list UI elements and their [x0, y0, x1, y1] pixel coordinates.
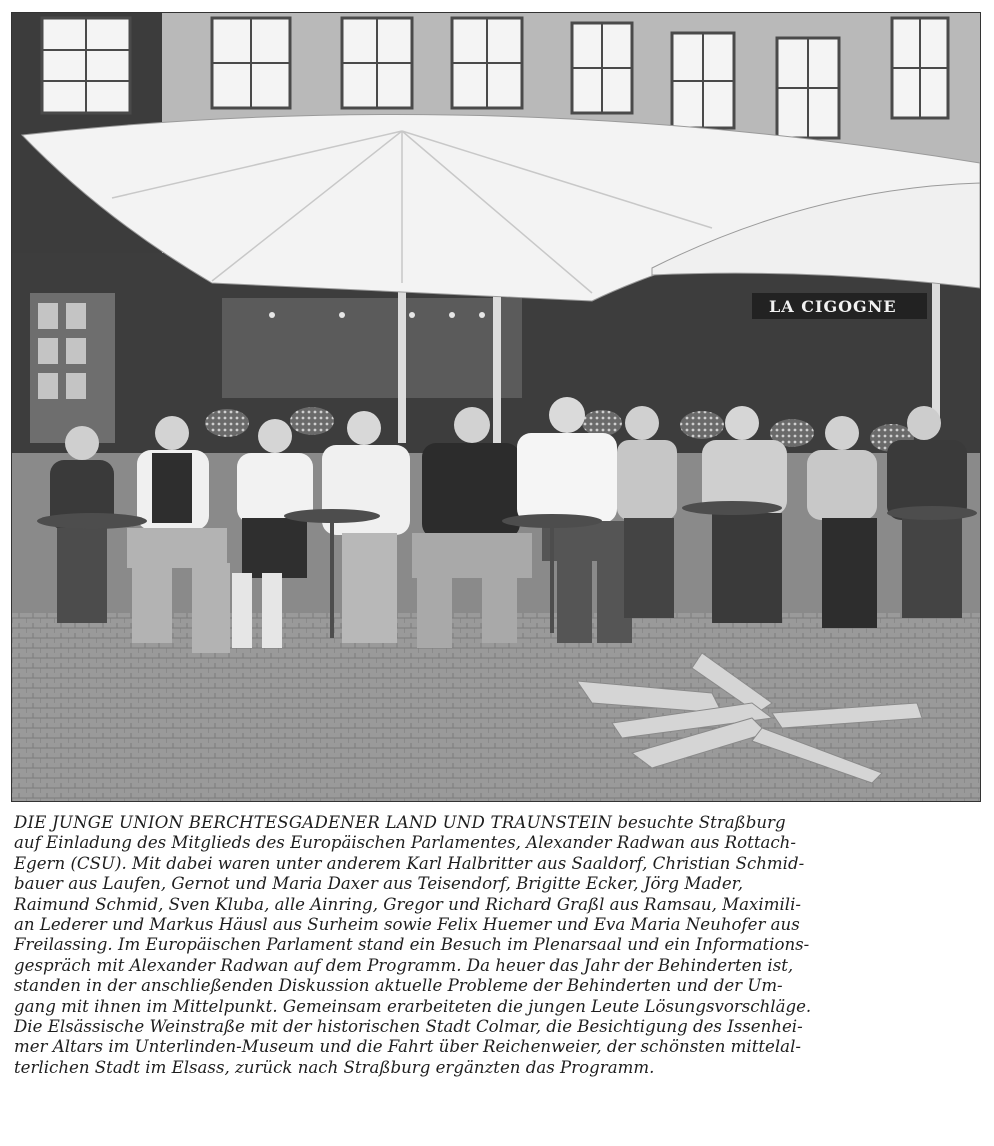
caption-line: standen in der anschließenden Diskussion aktuelle Probleme der Behinderten und der Um- — [14, 976, 783, 996]
caption-line: terlichen Stadt im Elsass, zurück nach Straßburg ergänzten das Programm. — [14, 1057, 655, 1077]
caption-line: auf Einladung des Mitglieds des Europäischen Parlamentes, Alexander Radwan aus Rottach- — [14, 833, 796, 853]
caption-line: mer Altars im Unterlinden-Museum und die Fahrt über Reichenweier, der schönsten mittelal- — [14, 1037, 801, 1057]
caption-line-1 — [14, 813, 980, 833]
caption-line: an Lederer und Markus Häusl aus Surheim sowie Felix Huemer und Eva Maria Neuhofer aus — [14, 915, 800, 935]
caption-line: bauer aus Laufen, Gernot und Maria Daxer aus Teisendorf, Brigitte Ecker, Jörg Mader, — [14, 874, 744, 894]
caption-line: Freilassing. Im Europäischen Parlament stand ein Besuch im Plenarsaal und ein Informations- — [14, 935, 810, 955]
caption-line: gang mit ihnen im Mittelpunkt. Gemeinsam erarbeiteten die jungen Leute Lösungsvorschläge. — [14, 996, 812, 1016]
caption-line: Raimund Schmid, Sven Kluba, alle Ainring, Gregor und Richard Graßl aus Ramsau, Maximili- — [14, 894, 801, 914]
caption-line: Egern (CSU). Mit dabei waren unter anderem Karl Halbritter aus Saaldorf, Christian Schmid- — [14, 853, 805, 873]
photo-caption — [14, 813, 980, 1078]
caption-line: gespräch mit Alexander Radwan auf dem Programm. Da heuer das Jahr der Behinderten ist, — [14, 955, 794, 975]
caption-line-1-rest: besuchte Straßburg — [612, 813, 786, 832]
photo-illustration — [12, 13, 980, 801]
news-photo — [11, 12, 981, 802]
cafe-sign: LA CIGOGNE — [769, 297, 897, 316]
caption-line: Die Elsässische Weinstraße mit der historischen Stadt Colmar, die Besichtigung des Issenhei- — [14, 1017, 803, 1037]
caption-lead: DIE JUNGE UNION BERCHTESGADENER LAND UND TRAUNSTEIN — [14, 813, 613, 832]
cafe-window — [222, 298, 522, 398]
